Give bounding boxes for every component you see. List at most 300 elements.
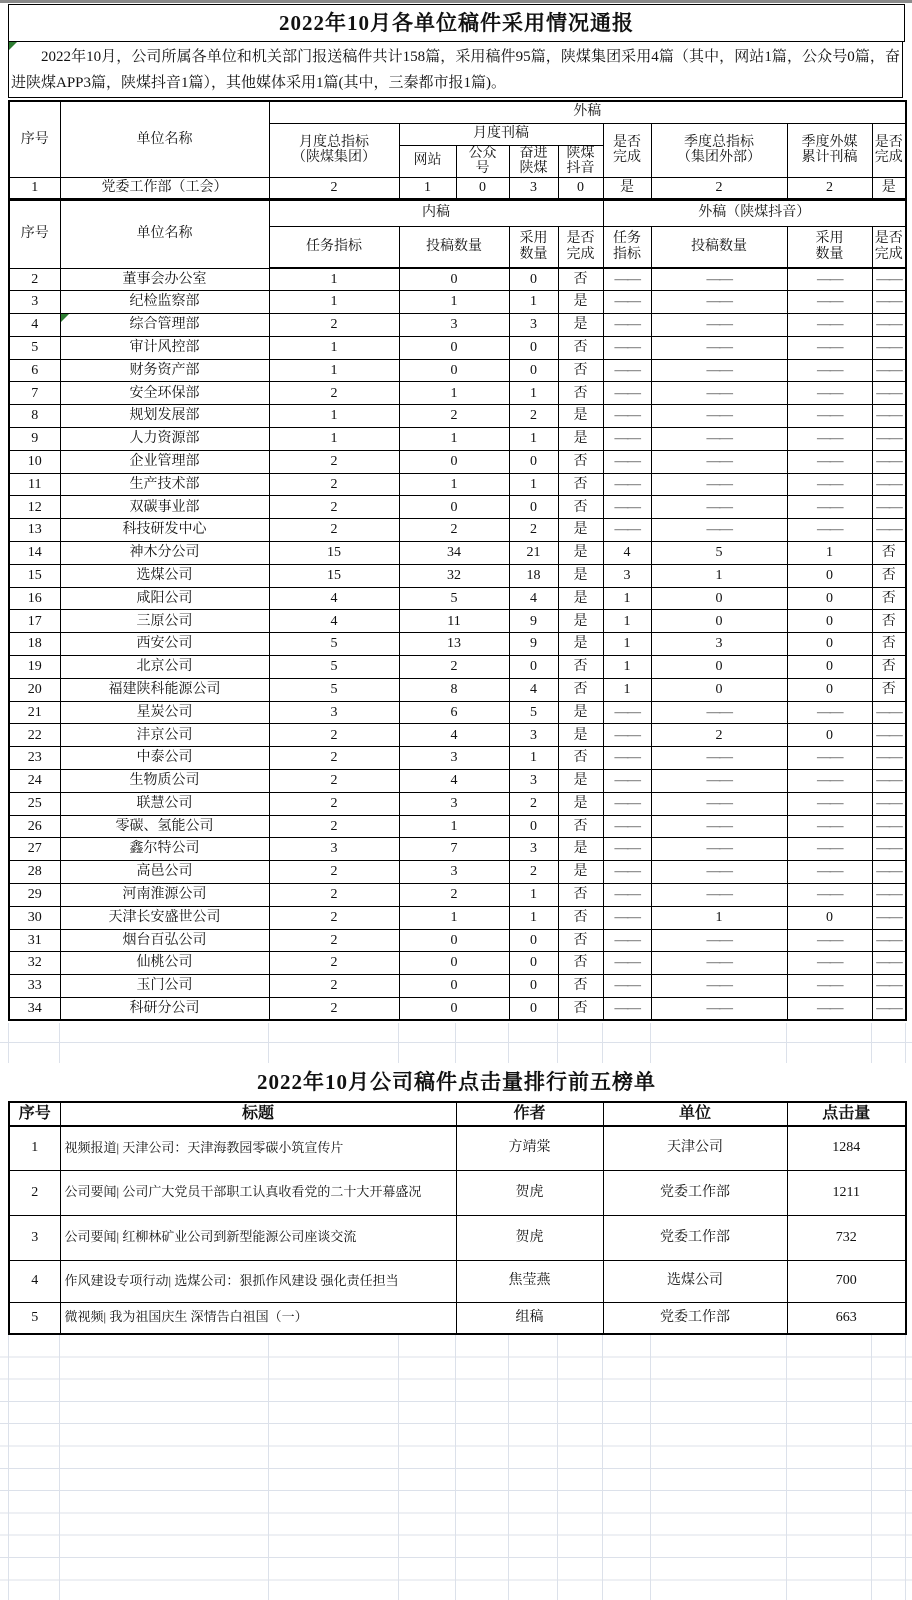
value-cell: 4	[399, 770, 509, 793]
value-cell: 否	[558, 382, 603, 405]
value-cell: ——	[787, 336, 872, 359]
value-cell: ——	[872, 519, 906, 542]
value-cell: 2	[651, 724, 787, 747]
value-cell: 0	[787, 564, 872, 587]
value-cell: 2	[269, 929, 399, 952]
col-header-unit: 单位	[603, 1102, 787, 1126]
article-title-cell: 作风建设专项行动| 选煤公司：狠抓作风建设 强化责任担当	[60, 1260, 456, 1302]
value-cell: 是	[558, 405, 603, 428]
gridline	[905, 1023, 906, 1063]
value-cell: 0	[558, 177, 603, 199]
row-number-cell: 13	[9, 519, 60, 542]
col-header-gongzhonghao: 公众 号	[456, 145, 509, 177]
row-number-cell: 27	[9, 838, 60, 861]
value-cell: 0	[651, 587, 787, 610]
value-cell: 2	[787, 177, 872, 199]
value-cell: 1	[399, 177, 456, 199]
value-cell: 1	[787, 542, 872, 565]
value-cell: 2	[269, 952, 399, 975]
ranking-row	[9, 1170, 906, 1215]
value-cell: 0	[651, 656, 787, 679]
rank-cell: 4	[9, 1260, 60, 1302]
value-cell: ——	[651, 792, 787, 815]
value-cell: 否	[558, 450, 603, 473]
value-cell: 0	[787, 633, 872, 656]
row-number-cell: 11	[9, 473, 60, 496]
value-cell: ——	[603, 861, 651, 884]
article-title-cell: 公司要闻| 红柳林矿业公司到新型能源公司座谈交流	[60, 1215, 456, 1260]
unit-name-cell: 安全环保部	[60, 382, 269, 405]
value-cell: 1	[269, 336, 399, 359]
clicks-cell: 732	[787, 1215, 906, 1260]
value-cell: ——	[787, 770, 872, 793]
unit-name-cell: 科研分公司	[60, 998, 269, 1021]
value-cell: 是	[558, 770, 603, 793]
value-cell: 是	[558, 314, 603, 337]
value-cell: ——	[651, 336, 787, 359]
value-cell: ——	[603, 450, 651, 473]
value-cell: 是	[558, 587, 603, 610]
value-cell: ——	[872, 701, 906, 724]
value-cell: 0	[399, 336, 509, 359]
value-cell: ——	[872, 770, 906, 793]
table-row	[9, 359, 906, 382]
col-header-tougao-n: 投稿数量	[399, 226, 509, 268]
gridline	[398, 1023, 399, 1063]
rank-cell: 5	[9, 1302, 60, 1334]
value-cell: ——	[787, 405, 872, 428]
unit-name-cell: 科技研发中心	[60, 519, 269, 542]
value-cell: 0	[509, 268, 558, 291]
value-cell: 否	[558, 998, 603, 1021]
value-cell: ——	[651, 473, 787, 496]
cell-corner-indicator	[61, 314, 69, 322]
col-header-tougao-w: 投稿数量	[651, 226, 787, 268]
value-cell: ——	[787, 792, 872, 815]
table-row	[9, 519, 906, 542]
unit-name-cell: 纪检监察部	[60, 291, 269, 314]
gridline	[59, 1023, 60, 1063]
value-cell: 否	[558, 268, 603, 291]
value-cell: 是	[558, 291, 603, 314]
value-cell: ——	[651, 519, 787, 542]
table-row	[9, 268, 906, 291]
gridline	[557, 1023, 558, 1063]
col-header-unit: 单位名称	[60, 200, 269, 268]
table-row	[9, 998, 906, 1021]
col-header-quarter-total: 季度总指标 （集团外部）	[651, 123, 787, 177]
table-row	[9, 382, 906, 405]
table-row	[9, 770, 906, 793]
value-cell: ——	[603, 268, 651, 291]
value-cell: 1	[603, 610, 651, 633]
gridline	[508, 1023, 509, 1063]
col-header-douyin: 陕煤 抖音	[558, 145, 603, 177]
value-cell: ——	[872, 428, 906, 451]
gridline	[59, 1335, 60, 1600]
table-row	[9, 701, 906, 724]
unit-name-cell: 双碳事业部	[60, 496, 269, 519]
value-cell: ——	[787, 815, 872, 838]
value-cell: 1	[269, 428, 399, 451]
value-cell: 5	[399, 587, 509, 610]
value-cell: 否	[558, 815, 603, 838]
value-cell: ——	[787, 428, 872, 451]
value-cell: ——	[787, 359, 872, 382]
value-cell: ——	[651, 861, 787, 884]
row-number-cell: 33	[9, 975, 60, 998]
value-cell: 2	[399, 884, 509, 907]
unit-cell: 天津公司	[603, 1126, 787, 1170]
value-cell: 2	[509, 519, 558, 542]
value-cell: 1	[509, 473, 558, 496]
value-cell: 是	[558, 724, 603, 747]
value-cell: 15	[269, 564, 399, 587]
gridline	[508, 1335, 509, 1600]
value-cell: 1	[603, 587, 651, 610]
unit-cell: 党委工作部	[603, 1170, 787, 1215]
col-header-monthly-total: 月度总指标 （陕煤集团）	[269, 123, 399, 177]
value-cell: ——	[872, 496, 906, 519]
row-number-cell: 32	[9, 952, 60, 975]
ranking-row	[9, 1302, 906, 1334]
value-cell: 0	[509, 359, 558, 382]
value-cell: ——	[603, 405, 651, 428]
value-cell: 0	[399, 975, 509, 998]
col-header-done-w: 是否 完成	[872, 226, 906, 268]
unit-name-cell: 生产技术部	[60, 473, 269, 496]
value-cell: ——	[603, 382, 651, 405]
value-cell: ——	[603, 792, 651, 815]
table-row	[9, 884, 906, 907]
value-cell: 否	[558, 336, 603, 359]
value-cell: ——	[603, 314, 651, 337]
value-cell: 5	[651, 542, 787, 565]
gridline	[455, 1335, 456, 1600]
table-row	[9, 428, 906, 451]
value-cell: ——	[651, 405, 787, 428]
article-title-cell: 视频报道| 天津公司：天津海教园零碳小筑宣传片	[60, 1126, 456, 1170]
value-cell: 3	[399, 792, 509, 815]
value-cell: ——	[872, 314, 906, 337]
row-number-cell: 19	[9, 656, 60, 679]
gridline	[8, 1335, 9, 1600]
value-cell: 0	[509, 336, 558, 359]
value-cell: 0	[509, 656, 558, 679]
value-cell: ——	[603, 770, 651, 793]
value-cell: ——	[603, 747, 651, 770]
author-cell: 贺虎	[456, 1215, 603, 1260]
value-cell: 13	[399, 633, 509, 656]
value-cell: ——	[651, 291, 787, 314]
col-header-renwu-w: 任务 指标	[603, 226, 651, 268]
value-cell: ——	[651, 359, 787, 382]
value-cell: 1	[603, 633, 651, 656]
value-cell: 4	[509, 587, 558, 610]
unit-name-cell: 选煤公司	[60, 564, 269, 587]
gridline	[871, 1023, 872, 1063]
row-number-cell: 17	[9, 610, 60, 633]
gridline	[398, 1335, 399, 1600]
ranking-row	[9, 1126, 906, 1170]
row-number-cell: 30	[9, 906, 60, 929]
unit-name-cell: 仙桃公司	[60, 952, 269, 975]
row-number-cell: 15	[9, 564, 60, 587]
col-header-done-n: 是否 完成	[558, 226, 603, 268]
value-cell: 0	[509, 815, 558, 838]
value-cell: ——	[872, 975, 906, 998]
value-cell: ——	[787, 701, 872, 724]
value-cell: 0	[399, 359, 509, 382]
col-header-clicks: 点击量	[787, 1102, 906, 1126]
value-cell: 否	[872, 542, 906, 565]
value-cell: 否	[872, 656, 906, 679]
unit-name-cell: 三原公司	[60, 610, 269, 633]
value-cell: 9	[509, 610, 558, 633]
unit-name-cell: 沣京公司	[60, 724, 269, 747]
table-row	[9, 678, 906, 701]
value-cell: 3	[651, 633, 787, 656]
unit-cell: 选煤公司	[603, 1260, 787, 1302]
value-cell: ——	[787, 838, 872, 861]
unit-name-cell: 烟台百弘公司	[60, 929, 269, 952]
value-cell: 否	[872, 633, 906, 656]
value-cell: 5	[269, 633, 399, 656]
gridline	[8, 1023, 9, 1063]
row-number-cell: 23	[9, 747, 60, 770]
value-cell: 3	[509, 770, 558, 793]
value-cell: ——	[787, 268, 872, 291]
unit-name-cell: 鑫尔特公司	[60, 838, 269, 861]
unit-name-cell: 星炭公司	[60, 701, 269, 724]
value-cell: 34	[399, 542, 509, 565]
value-cell: ——	[603, 884, 651, 907]
value-cell: ——	[603, 428, 651, 451]
value-cell: ——	[872, 291, 906, 314]
value-cell: 是	[872, 177, 906, 199]
rank-cell: 1	[9, 1126, 60, 1170]
table-row	[9, 450, 906, 473]
table-row	[9, 815, 906, 838]
unit-name-cell: 天津长安盛世公司	[60, 906, 269, 929]
value-cell: 3	[399, 747, 509, 770]
value-cell: 2	[399, 656, 509, 679]
value-cell: 9	[509, 633, 558, 656]
external-stats-table	[8, 100, 907, 200]
unit-name-cell: 生物质公司	[60, 770, 269, 793]
value-cell: 1	[603, 678, 651, 701]
value-cell: 0	[399, 998, 509, 1021]
table-row	[9, 838, 906, 861]
value-cell: 是	[558, 542, 603, 565]
col-header-renwu-n: 任务指标	[269, 226, 399, 268]
value-cell: 否	[872, 610, 906, 633]
value-cell: 是	[558, 792, 603, 815]
value-cell: 否	[872, 564, 906, 587]
value-cell: 0	[399, 496, 509, 519]
ranking-row	[9, 1260, 906, 1302]
col-header-website: 网站	[399, 145, 456, 177]
value-cell: ——	[651, 450, 787, 473]
table-row	[9, 405, 906, 428]
value-cell: 1	[509, 884, 558, 907]
value-cell: ——	[603, 473, 651, 496]
value-cell: ——	[787, 496, 872, 519]
value-cell: 6	[399, 701, 509, 724]
group-header-monthly-pub: 月度刊稿	[399, 123, 603, 145]
value-cell: ——	[787, 975, 872, 998]
clicks-cell: 1211	[787, 1170, 906, 1215]
value-cell: ——	[651, 268, 787, 291]
value-cell: 2	[269, 998, 399, 1021]
value-cell: 0	[399, 450, 509, 473]
value-cell: ——	[787, 929, 872, 952]
value-cell: 是	[558, 838, 603, 861]
value-cell: 2	[509, 792, 558, 815]
value-cell: ——	[651, 747, 787, 770]
author-cell: 组稿	[456, 1302, 603, 1334]
value-cell: 否	[558, 884, 603, 907]
value-cell: 否	[558, 906, 603, 929]
rank-cell: 3	[9, 1215, 60, 1260]
unit-name-cell: 北京公司	[60, 656, 269, 679]
value-cell: 3	[509, 177, 558, 199]
gridline	[455, 1023, 456, 1063]
value-cell: ——	[603, 929, 651, 952]
gridline	[650, 1023, 651, 1063]
value-cell: 3	[269, 838, 399, 861]
value-cell: ——	[787, 291, 872, 314]
unit-name-cell: 董事会办公室	[60, 268, 269, 291]
value-cell: 11	[399, 610, 509, 633]
table-row	[9, 792, 906, 815]
col-header-unit: 单位名称	[60, 101, 269, 177]
row-number-cell: 28	[9, 861, 60, 884]
table-row	[9, 473, 906, 496]
gridline	[268, 1335, 269, 1600]
value-cell: 3	[269, 701, 399, 724]
value-cell: 0	[509, 998, 558, 1021]
row-number-cell: 20	[9, 678, 60, 701]
row-number-cell: 29	[9, 884, 60, 907]
row-number-cell: 7	[9, 382, 60, 405]
value-cell: 2	[509, 405, 558, 428]
value-cell: ——	[872, 884, 906, 907]
value-cell: 2	[269, 450, 399, 473]
value-cell: 否	[558, 359, 603, 382]
value-cell: ——	[872, 268, 906, 291]
value-cell: ——	[603, 724, 651, 747]
value-cell: 2	[269, 884, 399, 907]
unit-name-cell: 玉门公司	[60, 975, 269, 998]
value-cell: ——	[787, 450, 872, 473]
gridline	[268, 1023, 269, 1063]
value-cell: 否	[558, 678, 603, 701]
unit-name-cell: 神木分公司	[60, 542, 269, 565]
author-cell: 贺虎	[456, 1170, 603, 1215]
rank-cell: 2	[9, 1170, 60, 1215]
unit-name-cell: 中泰公司	[60, 747, 269, 770]
value-cell: ——	[651, 952, 787, 975]
value-cell: ——	[872, 952, 906, 975]
value-cell: ——	[603, 291, 651, 314]
clicks-cell: 663	[787, 1302, 906, 1334]
value-cell: ——	[787, 473, 872, 496]
value-cell: 1	[399, 906, 509, 929]
table-row	[9, 861, 906, 884]
value-cell: ——	[872, 724, 906, 747]
article-title-cell: 微视频| 我为祖国庆生 深情告白祖国（一）	[60, 1302, 456, 1334]
value-cell: 1	[651, 906, 787, 929]
value-cell: ——	[651, 770, 787, 793]
unit-name-cell: 联慧公司	[60, 792, 269, 815]
unit-name-cell: 财务资产部	[60, 359, 269, 382]
value-cell: 3	[603, 564, 651, 587]
value-cell: 1	[603, 656, 651, 679]
unit-name-cell: 审计风控部	[60, 336, 269, 359]
row-number-cell: 6	[9, 359, 60, 382]
value-cell: 1	[269, 291, 399, 314]
value-cell: 2	[269, 382, 399, 405]
row-number-cell: 18	[9, 633, 60, 656]
value-cell: ——	[872, 747, 906, 770]
value-cell: 0	[651, 678, 787, 701]
unit-name-cell: 河南淮源公司	[60, 884, 269, 907]
value-cell: ——	[603, 701, 651, 724]
unit-name-cell: 福建陕科能源公司	[60, 678, 269, 701]
value-cell: 1	[399, 815, 509, 838]
window-top-edge	[0, 0, 912, 3]
value-cell: ——	[787, 382, 872, 405]
value-cell: ——	[787, 998, 872, 1021]
unit-name-cell: 企业管理部	[60, 450, 269, 473]
value-cell: 0	[509, 952, 558, 975]
value-cell: 是	[558, 633, 603, 656]
ranking-title: 2022年10月公司稿件点击量排行前五榜单	[257, 1070, 656, 1094]
value-cell: 0	[651, 610, 787, 633]
value-cell: 1	[399, 291, 509, 314]
value-cell: 是	[558, 701, 603, 724]
value-cell: 4	[603, 542, 651, 565]
row-number-cell: 12	[9, 496, 60, 519]
value-cell: ——	[872, 405, 906, 428]
row-number-cell: 22	[9, 724, 60, 747]
group-header-waigao: 外稿	[269, 101, 906, 123]
report-title: 2022年10月各单位稿件采用情况通报	[8, 4, 905, 42]
author-cell: 方靖棠	[456, 1126, 603, 1170]
row-number-cell: 9	[9, 428, 60, 451]
value-cell: 2	[269, 975, 399, 998]
value-cell: ——	[603, 906, 651, 929]
value-cell: ——	[872, 336, 906, 359]
value-cell: 0	[399, 268, 509, 291]
group-header-neigao: 内稿	[269, 200, 603, 226]
value-cell: 5	[509, 701, 558, 724]
value-cell: 否	[872, 587, 906, 610]
empty-grid-bottom	[0, 1335, 912, 1600]
row-number-cell: 34	[9, 998, 60, 1021]
value-cell: ——	[872, 838, 906, 861]
value-cell: ——	[651, 929, 787, 952]
unit-name-cell: 综合管理部	[60, 314, 269, 337]
value-cell: ——	[872, 473, 906, 496]
value-cell: 2	[509, 861, 558, 884]
unit-name-cell: 咸阳公司	[60, 587, 269, 610]
row-number-cell: 14	[9, 542, 60, 565]
value-cell: 是	[603, 177, 651, 199]
report-intro-cell	[8, 41, 903, 98]
gridline	[557, 1335, 558, 1600]
